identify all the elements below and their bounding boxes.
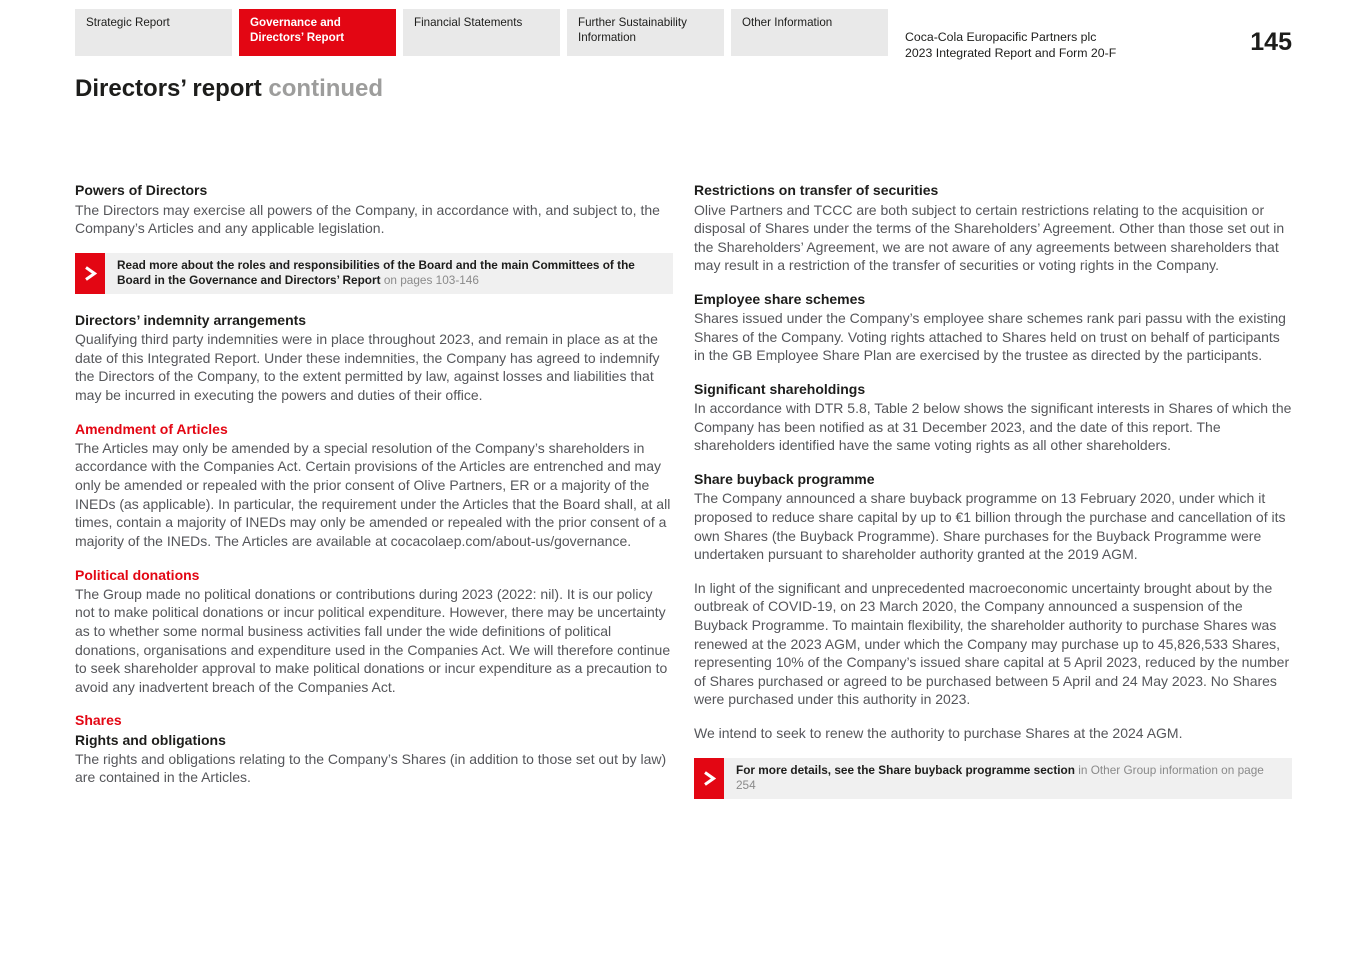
paragraph: In light of the significant and unprecedented macroeconomic uncertainty brought about by the outbreak of COVID-19, on 23 March 2020, the Company announced a suspension of the Buyback Programme. To maintain flexibility, the shareholder authority to purchase Shares was renewed at the 2023 AGM, under which the Company may purchase up to 45,826,533 Shares, representing 10% of the Company’s issued share capital at 5 April 2023, reduced by the number of Shares purchased or agreed to be purchased between 5 April and 24 May 2023. No Shares were purchased under this authority in 2023.: [694, 579, 1290, 708]
top-tabs: [75, 9, 888, 56]
brand-line-2: 2023 Integrated Report and Form 20-F: [905, 46, 1117, 61]
heading-directors-indemnity-arrangements: Directors’ indemnity arrangements: [75, 312, 307, 329]
heading-significant-shareholdings: Significant shareholdings: [694, 381, 866, 398]
tab-other-information[interactable]: Other Information: [731, 9, 888, 56]
callout-bold-text: Read more about the roles and responsibilities of the Board and the main Committees of the Board in the Governance and Directors’ Report: [117, 257, 635, 287]
callout-reference-text: in Other Group information on page 254: [736, 762, 1264, 792]
heading-share-buyback-programme: Share buyback programme: [694, 471, 875, 488]
callout-bold-text: For more details, see the Share buyback programme section: [736, 762, 1075, 777]
content-columns: [75, 181, 1292, 815]
tab-further-sustainability-information[interactable]: Further Sustainability Information: [567, 9, 724, 56]
brand-line-1: Coca-Cola Europacific Partners plc: [905, 30, 1097, 44]
paragraph: Qualifying third party indemnities were in place throughout 2023, and remain in place as at the date of this Integrated Report. Under these indemnities, the Company has agreed to indemnify the Directors of the Company, to the extent permitted by law, against losses and liabilities that may be incurred in executing the powers and duties of their office.: [75, 331, 660, 404]
callout-text: [105, 253, 673, 294]
paragraph: The Directors may exercise all powers of the Company, in accordance with, and subject to, the Company’s Articles and any applicable legislation.: [75, 201, 660, 237]
heading-amendment-of-articles: Amendment of Articles: [75, 420, 228, 437]
chevron-right-icon: [75, 253, 105, 294]
chevron-right-icon: [694, 758, 724, 799]
heading-restrictions-on-transfer-of-securities: Restrictions on transfer of securities: [694, 182, 939, 199]
tab-strategic-report[interactable]: Strategic Report: [75, 9, 232, 56]
report-brand: [905, 29, 1116, 61]
paragraph: In accordance with DTR 5.8, Table 2 below shows the significant interests in Shares of which the Company has been notified as at 31 December 2023, and the date of this report. The shareholders identified have the same voting rights as all other shareholders.: [694, 400, 1292, 454]
paragraph: Olive Partners and TCCC are both subject to certain restrictions relating to the acquisition or disposal of Shares under the terms of the Shareholders’ Agreement. Other than those set out in the Shareholders’ Agreement, we are not aware of any agreements between shareholders that may result in a restriction of the transfer of securities or voting rights in the Company.: [694, 201, 1285, 274]
tab-governance-and-directors-report[interactable]: Governance and Directors’ Report: [239, 9, 396, 56]
paragraph: Shares issued under the Company’s employee share schemes rank pari passu with the existing Shares of the Company. Voting rights attached to Shares held on trust on behalf of participants in the GB Employee Share Plan are exercised by the trustee as directed by the participants.: [694, 310, 1286, 364]
page-title-main: Directors’ report: [75, 75, 262, 103]
page-title: [75, 75, 1292, 103]
read-more-callout[interactable]: [694, 758, 1292, 799]
heading-rights-and-obligations: Rights and obligations: [75, 731, 226, 748]
page-header: [75, 9, 1292, 61]
read-more-callout[interactable]: [75, 253, 673, 294]
right-column: [694, 181, 1292, 815]
tab-financial-statements[interactable]: Financial Statements: [403, 9, 560, 56]
left-column: [75, 181, 673, 815]
paragraph: The Company announced a share buyback programme on 13 February 2020, under which it proposed to reduce share capital by up to €1 billion through the purchase and cancellation of its own Shares (the Buyback Programme). Share purchases for the Buyback Programme were undertaken pursuant to shareholder authority granted at the 2019 AGM.: [694, 490, 1286, 563]
paragraph: We intend to seek to renew the authority to purchase Shares at the 2024 AGM.: [694, 724, 1183, 741]
paragraph: The Group made no political donations or contributions during 2023 (2022: nil). It is our policy not to make political donations or incur political expenditure. However, there may be uncertainty as to whether some normal business activities fall under the wide definitions of political donations, organisations and expenditure used in the Companies Act. We will therefore continue to seek shareholder approval to make political donations or incur expenditure as a precaution to avoid any inadvertent breach of the Companies Act.: [75, 585, 671, 695]
callout-text: [724, 758, 1292, 799]
page-title-continued: continued: [268, 75, 384, 103]
heading-shares: Shares: [75, 712, 122, 729]
heading-political-donations: Political donations: [75, 566, 200, 583]
page-number: 145: [1250, 28, 1292, 56]
paragraph: The Articles may only be amended by a special resolution of the Company’s shareholders in accordance with the Companies Act. Certain provisions of the Articles are entrenched and may only be amended or repealed with the prior consent of Olive Partners, ER or a majority of the INEDs (as applicable). In particular, the requirement under the Articles that the Board shall, at all times, contain a majority of INEDs may only be amended or repealed with the prior consent of a majority of the INEDs. The Articles are available at cocacolaep.com/about-us/governance.: [75, 439, 671, 549]
heading-employee-share-schemes: Employee share schemes: [694, 291, 866, 308]
heading-powers-of-directors: Powers of Directors: [75, 182, 208, 199]
paragraph: The rights and obligations relating to the Company’s Shares (in addition to those set out by law) are contained in the Articles.: [75, 750, 667, 786]
callout-reference-text: on pages 103-146: [383, 272, 479, 287]
